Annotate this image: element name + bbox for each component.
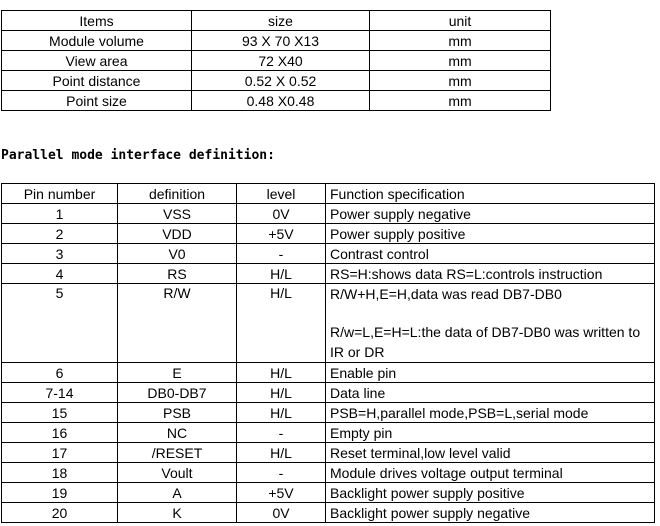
table-cell: H/L (237, 403, 326, 423)
table-cell: Voult (118, 463, 237, 483)
table-cell: Power supply negative (326, 204, 655, 224)
header-cell: Pin number (2, 184, 118, 204)
table-cell: 16 (2, 423, 118, 443)
table-cell: 19 (2, 483, 118, 503)
table-cell: Point distance (2, 71, 192, 91)
table-row (2, 91, 551, 111)
pin-definition-table (1, 183, 655, 523)
table-cell: H/L (237, 443, 326, 463)
table-row (2, 363, 655, 383)
table-cell: Enable pin (326, 363, 655, 383)
table-cell: 15 (2, 403, 118, 423)
table-cell: 3 (2, 244, 118, 264)
table-cell: View area (2, 51, 192, 71)
table-header-row (2, 184, 655, 204)
table-cell: 18 (2, 463, 118, 483)
table-cell: 2 (2, 224, 118, 244)
table-cell: PSB=H,parallel mode,PSB=L,serial mode (326, 403, 655, 423)
header-cell: Function specification (326, 184, 655, 204)
table-row (2, 31, 551, 51)
table-cell: Backlight power supply positive (326, 483, 655, 503)
table-cell: E (118, 363, 237, 383)
table-cell: 0.48 X0.48 (192, 91, 370, 111)
table-cell: 4 (2, 264, 118, 284)
header-cell: Items (2, 11, 192, 31)
table-cell: 0V (237, 503, 326, 523)
table-cell: RS=H:shows data RS=L:controls instruction (326, 264, 655, 284)
table-row (2, 224, 655, 244)
function-line: R/w=L,E=H=L:the data of DB7-DB0 was written to IR or DR (330, 324, 641, 360)
table-cell: - (237, 244, 326, 264)
table-cell: 20 (2, 503, 118, 523)
table-cell: V0 (118, 244, 237, 264)
table-cell: 7-14 (2, 383, 118, 403)
table-cell: 17 (2, 443, 118, 463)
table-cell: DB0-DB7 (118, 383, 237, 403)
table-cell: VSS (118, 204, 237, 224)
header-cell: size (192, 11, 370, 31)
header-cell: level (237, 184, 326, 204)
table-cell: mm (370, 91, 551, 111)
table-row (2, 71, 551, 91)
table-header-row (2, 11, 551, 31)
table-row (2, 204, 655, 224)
table-row (2, 423, 655, 443)
module-spec-table (1, 10, 551, 111)
function-line: R/W+H,E=H,data was read DB7-DB0 (330, 286, 562, 302)
table-cell: R/W (118, 284, 237, 363)
table-cell: PSB (118, 403, 237, 423)
table-cell: +5V (237, 483, 326, 503)
table-cell: Point size (2, 91, 192, 111)
table-cell: /RESET (118, 443, 237, 463)
table-row (2, 284, 655, 363)
table-cell: H/L (237, 284, 326, 363)
table-cell: - (237, 463, 326, 483)
table-cell: 1 (2, 204, 118, 224)
table-cell: mm (370, 31, 551, 51)
table-row (2, 443, 655, 463)
table-cell: H/L (237, 363, 326, 383)
header-cell: definition (118, 184, 237, 204)
table-row (2, 264, 655, 284)
table-cell: H/L (237, 264, 326, 284)
table-row (2, 463, 655, 483)
table-cell: Contrast control (326, 244, 655, 264)
table-cell: H/L (237, 383, 326, 403)
table-row (2, 503, 655, 523)
table-cell: mm (370, 71, 551, 91)
table-cell: NC (118, 423, 237, 443)
table-cell (326, 284, 655, 363)
table-cell: K (118, 503, 237, 523)
table-cell: - (237, 423, 326, 443)
table-cell: Data line (326, 383, 655, 403)
table-cell: +5V (237, 224, 326, 244)
table-cell: A (118, 483, 237, 503)
table-cell: 5 (2, 284, 118, 363)
table-cell: Module drives voltage output terminal (326, 463, 655, 483)
table-cell: 0.52 X 0.52 (192, 71, 370, 91)
table-cell: VDD (118, 224, 237, 244)
table-row (2, 244, 655, 264)
table-row (2, 51, 551, 71)
table-row (2, 383, 655, 403)
table-cell: 0V (237, 204, 326, 224)
table-cell: 72 X40 (192, 51, 370, 71)
table-cell: 93 X 70 X13 (192, 31, 370, 51)
table-cell: 6 (2, 363, 118, 383)
table-cell: Empty pin (326, 423, 655, 443)
table-cell: Module volume (2, 31, 192, 51)
table-cell: Backlight power supply negative (326, 503, 655, 523)
table-cell: mm (370, 51, 551, 71)
section-heading: Parallel mode interface definition: (1, 148, 275, 163)
table-cell: RS (118, 264, 237, 284)
table-cell: Power supply positive (326, 224, 655, 244)
header-cell: unit (370, 11, 551, 31)
table-cell: Reset terminal,low level valid (326, 443, 655, 463)
table-row (2, 403, 655, 423)
table-row (2, 483, 655, 503)
